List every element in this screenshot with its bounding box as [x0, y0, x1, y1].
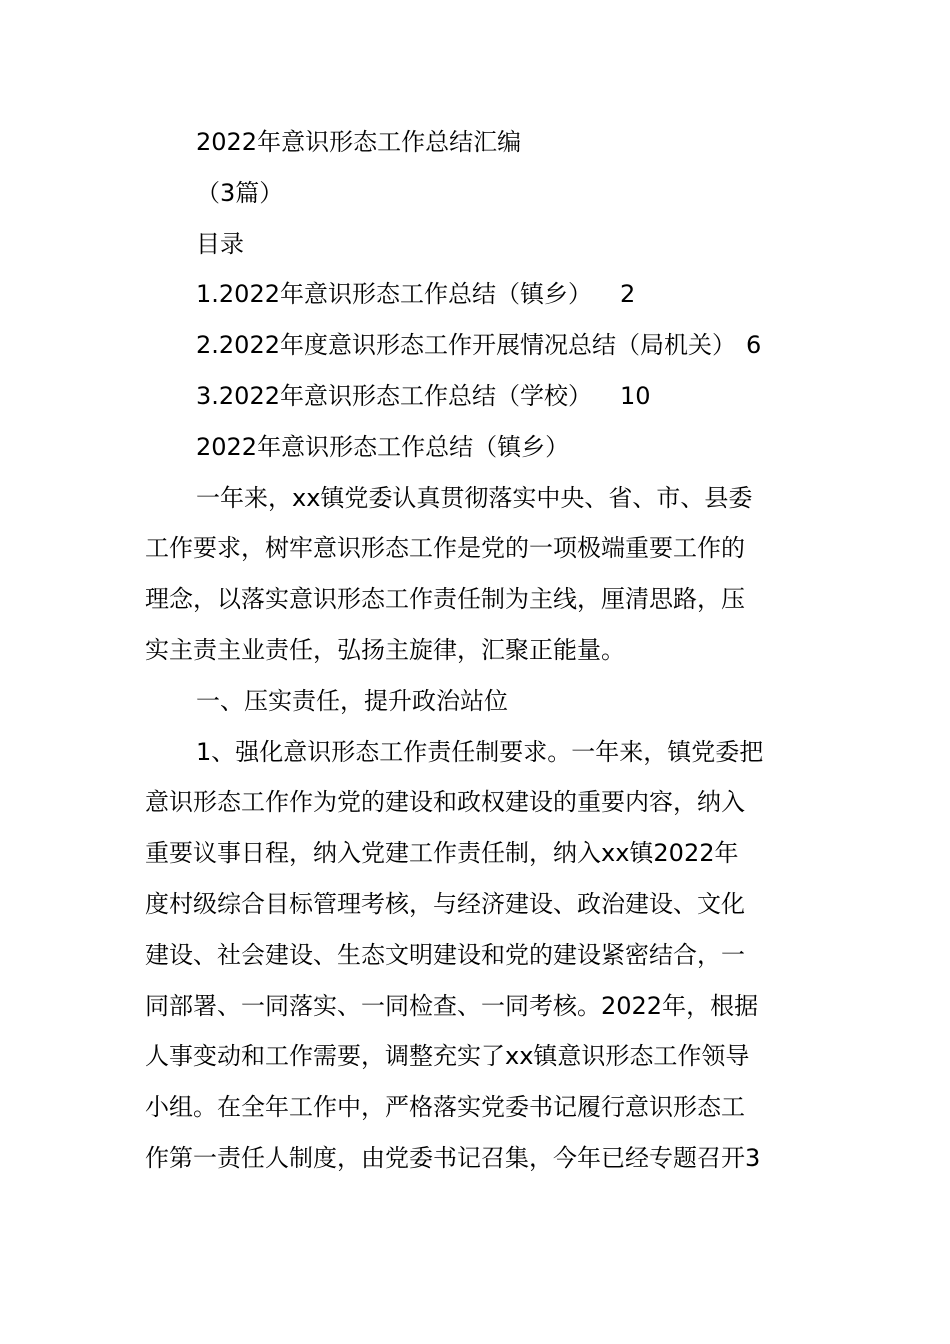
section-title: 2022年意识形态工作总结（镇乡） — [196, 432, 570, 461]
toc-entry-page: 10 — [619, 381, 651, 410]
paragraph-line: 工作要求，树牢意识形态工作是党的一项极端重要工作的 — [145, 534, 745, 563]
paragraph-line: 意识形态工作作为党的建设和政权建设的重要内容，纳入 — [145, 788, 745, 817]
toc-entry-label: 2.2022年度意识形态工作开展情况总结（局机关） — [196, 331, 736, 360]
intro-paragraph — [145, 473, 809, 676]
document-subtitle: （3篇） — [196, 178, 284, 207]
paragraph-line: 1、强化意识形态工作责任制要求。一年来，镇党委把 — [196, 737, 764, 766]
toc-entry-1 — [145, 269, 809, 320]
section-heading: 一、压实责任，提升政治站位 — [196, 686, 508, 715]
toc-entry-page: 2 — [619, 280, 636, 309]
toc-entry-label: 3.2022年意识形态工作总结（学校） — [196, 381, 592, 410]
paragraph-line: 同部署、一同落实、一同检查、一同考核。2022年，根据 — [145, 991, 759, 1020]
toc-entry-2 — [145, 320, 809, 371]
paragraph-line: 实主责主业责任，弘扬主旋律，汇聚正能量。 — [145, 635, 625, 664]
toc-entry-3 — [145, 371, 809, 422]
toc-entry-page: 6 — [745, 331, 762, 360]
toc-heading: 目录 — [196, 229, 244, 258]
paragraph-line: 作第一责任人制度，由党委书记召集，今年已经专题召开3 — [145, 1143, 761, 1172]
paragraph-line: 建设、社会建设、生态文明建设和党的建设紧密结合，一 — [145, 940, 745, 969]
paragraph-line: 一年来，xx镇党委认真贯彻落实中央、省、市、县委 — [196, 483, 753, 512]
toc-entry-label: 1.2022年意识形态工作总结（镇乡） — [196, 280, 592, 309]
paragraph-line: 重要议事日程，纳入党建工作责任制，纳入xx镇2022年 — [145, 839, 739, 868]
document-body — [145, 117, 809, 1184]
paragraph-line: 理念，以落实意识形态工作责任制为主线，厘清思路，压 — [145, 585, 745, 614]
document-title: 2022年意识形态工作总结汇编 — [196, 128, 522, 156]
paragraph-line: 小组。在全年工作中，严格落实党委书记履行意识形态工 — [145, 1093, 745, 1122]
paragraph-line: 人事变动和工作需要，调整充实了xx镇意识形态工作领导 — [145, 1042, 750, 1071]
paragraph-line: 度村级综合目标管理考核，与经济建设、政治建设、文化 — [145, 889, 745, 918]
body-paragraph — [145, 727, 809, 1184]
